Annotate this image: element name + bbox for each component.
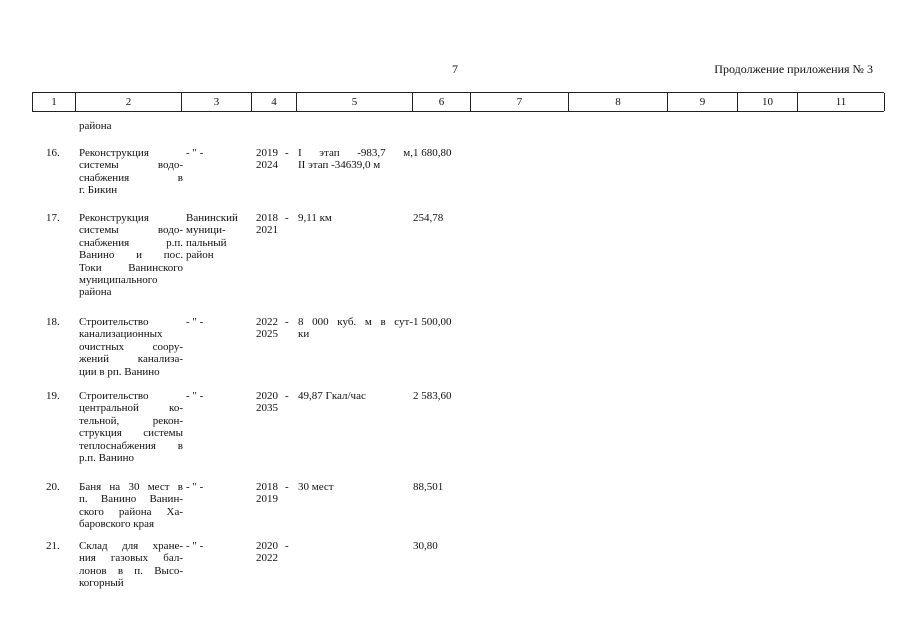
object-name-line: снабжения р.п. (79, 236, 183, 249)
capacity-line: II этап -34639,0 м (298, 159, 381, 172)
table-header (32, 92, 884, 112)
object-name (75, 147, 183, 197)
responsible-line: - " - (186, 481, 204, 493)
responsible-line: пальный (186, 236, 227, 249)
implementation-years (253, 212, 285, 237)
column-header: 6 (413, 93, 471, 111)
column-header: 10 (738, 93, 798, 111)
capacity-line: 30 мест (298, 481, 334, 493)
column-header: 4 (252, 93, 297, 111)
column-header: 5 (297, 93, 413, 111)
object-name-line: системы водо- (79, 159, 183, 172)
page-number: 7 (452, 62, 458, 76)
object-name (75, 390, 183, 464)
object-name-line: ния газовых бал- (79, 552, 183, 565)
table-body (32, 120, 884, 610)
column-header: 2 (76, 93, 182, 111)
year: 2022 (256, 316, 278, 328)
estimated-cost: 1 680,80 (413, 147, 452, 159)
object-name-line: очистных соору- (79, 340, 183, 353)
responsible-line: - " - (186, 316, 204, 328)
estimated-cost: 30,80 (413, 540, 438, 552)
dash-separator: - (285, 316, 289, 328)
responsible-party (183, 147, 253, 159)
year: 2021 (256, 224, 278, 237)
year: 2019 (256, 147, 278, 159)
responsible-party (183, 212, 253, 262)
year: 2018 (256, 212, 278, 224)
continuation-label: Продолжение приложения № 3 (714, 62, 873, 76)
column-header: 8 (569, 93, 668, 111)
capacity-line: I этап -983,7 м, (298, 147, 413, 159)
implementation-years (253, 481, 285, 506)
responsible-line: - " - (186, 147, 204, 159)
capacity-line: 49,87 Гкал/час (298, 390, 366, 402)
object-name-line: Реконструкция (79, 147, 149, 159)
year: 2020 (256, 540, 278, 552)
carryover-row (32, 120, 884, 147)
object-name-line: лонов в п. Высо- (79, 564, 183, 577)
responsible-line: муници- (186, 224, 226, 237)
capacity (298, 481, 413, 493)
object-name-line: системы водо- (79, 224, 183, 237)
table-row (32, 316, 884, 390)
object-name-line: Токи Ванинского (79, 261, 183, 274)
estimated-cost: 1 500,00 (413, 316, 452, 328)
object-name-line: Реконструкция (79, 212, 149, 224)
object-name-line: теплоснабжения в (79, 439, 183, 452)
object-name-line: струкция системы (79, 427, 183, 440)
object-name-line: снабжения в (79, 171, 183, 184)
table-row (32, 390, 884, 481)
capacity (298, 212, 413, 224)
capacity-line: ки (298, 328, 310, 341)
row-number: 20. (46, 481, 60, 493)
table-row (32, 212, 884, 316)
object-name (75, 316, 183, 378)
object-name (75, 540, 183, 590)
year: 2024 (256, 159, 278, 172)
column-header: 9 (668, 93, 738, 111)
row-number: 16. (46, 147, 60, 159)
object-name-line: Баня на 30 мест в (79, 481, 183, 493)
object-name-line: жений канализа- (79, 353, 183, 366)
object-name: района (79, 120, 112, 132)
responsible-party (183, 390, 253, 402)
object-name-line: канализационных (79, 328, 163, 341)
object-name-line: центральной ко- (79, 402, 183, 415)
responsible-party (183, 316, 253, 328)
responsible-line: - " - (186, 390, 204, 402)
year: 2022 (256, 552, 278, 565)
capacity (298, 390, 413, 402)
year: 2020 (256, 390, 278, 402)
object-name-line: Склад для хране- (79, 540, 183, 552)
year: 2025 (256, 328, 278, 341)
responsible-party (183, 540, 253, 552)
estimated-cost: 254,78 (413, 212, 444, 224)
object-name-line: баровского края (79, 518, 155, 531)
dash-separator: - (285, 147, 289, 159)
object-name-line: п. Ванино Ванин- (79, 493, 183, 506)
column-header: 3 (182, 93, 252, 111)
capacity-line: 9,11 км (298, 212, 332, 224)
dash-separator: - (285, 481, 289, 493)
object-name-line: г. Бикин (79, 184, 118, 197)
responsible-line: Ванинский (186, 212, 238, 224)
table-row (32, 481, 884, 540)
implementation-years (253, 147, 285, 172)
object-name (75, 481, 183, 531)
implementation-years (253, 540, 285, 565)
row-number: 17. (46, 212, 60, 224)
capacity (298, 147, 413, 172)
estimated-cost: 2 583,60 (413, 390, 452, 402)
responsible-line: район (186, 249, 214, 262)
year: 2019 (256, 493, 278, 506)
responsible-party (183, 481, 253, 493)
implementation-years (253, 316, 285, 341)
object-name-line: Ванино и пос. (79, 249, 183, 262)
object-name-line: тельной, рекон- (79, 414, 183, 427)
responsible-line: - " - (186, 540, 204, 552)
object-name-line: Строительство (79, 316, 149, 328)
year: 2018 (256, 481, 278, 493)
column-header: 7 (471, 93, 569, 111)
dash-separator: - (285, 212, 289, 224)
estimated-cost: 88,501 (413, 481, 444, 493)
capacity (298, 316, 413, 341)
capacity-line: 8 000 куб. м в сут- (298, 316, 413, 328)
object-name-line: района (79, 286, 112, 299)
object-name-line: ского района Ха- (79, 505, 183, 518)
dash-separator: - (285, 540, 289, 552)
object-name-line: Строительство (79, 390, 149, 402)
object-name (75, 212, 183, 299)
table-row (32, 540, 884, 610)
dash-separator: - (285, 390, 289, 402)
table-row (32, 147, 884, 212)
object-name-line: муниципального (79, 274, 158, 287)
row-number: 18. (46, 316, 60, 328)
column-header: 1 (33, 93, 76, 111)
object-name-line: ции в рп. Ванино (79, 365, 160, 378)
column-header: 11 (798, 93, 885, 111)
row-number: 21. (46, 540, 60, 552)
implementation-years (253, 390, 285, 415)
object-name-line: когорный (79, 577, 124, 590)
year: 2035 (256, 402, 278, 415)
row-number: 19. (46, 390, 60, 402)
object-name-line: р.п. Ванино (79, 452, 135, 465)
